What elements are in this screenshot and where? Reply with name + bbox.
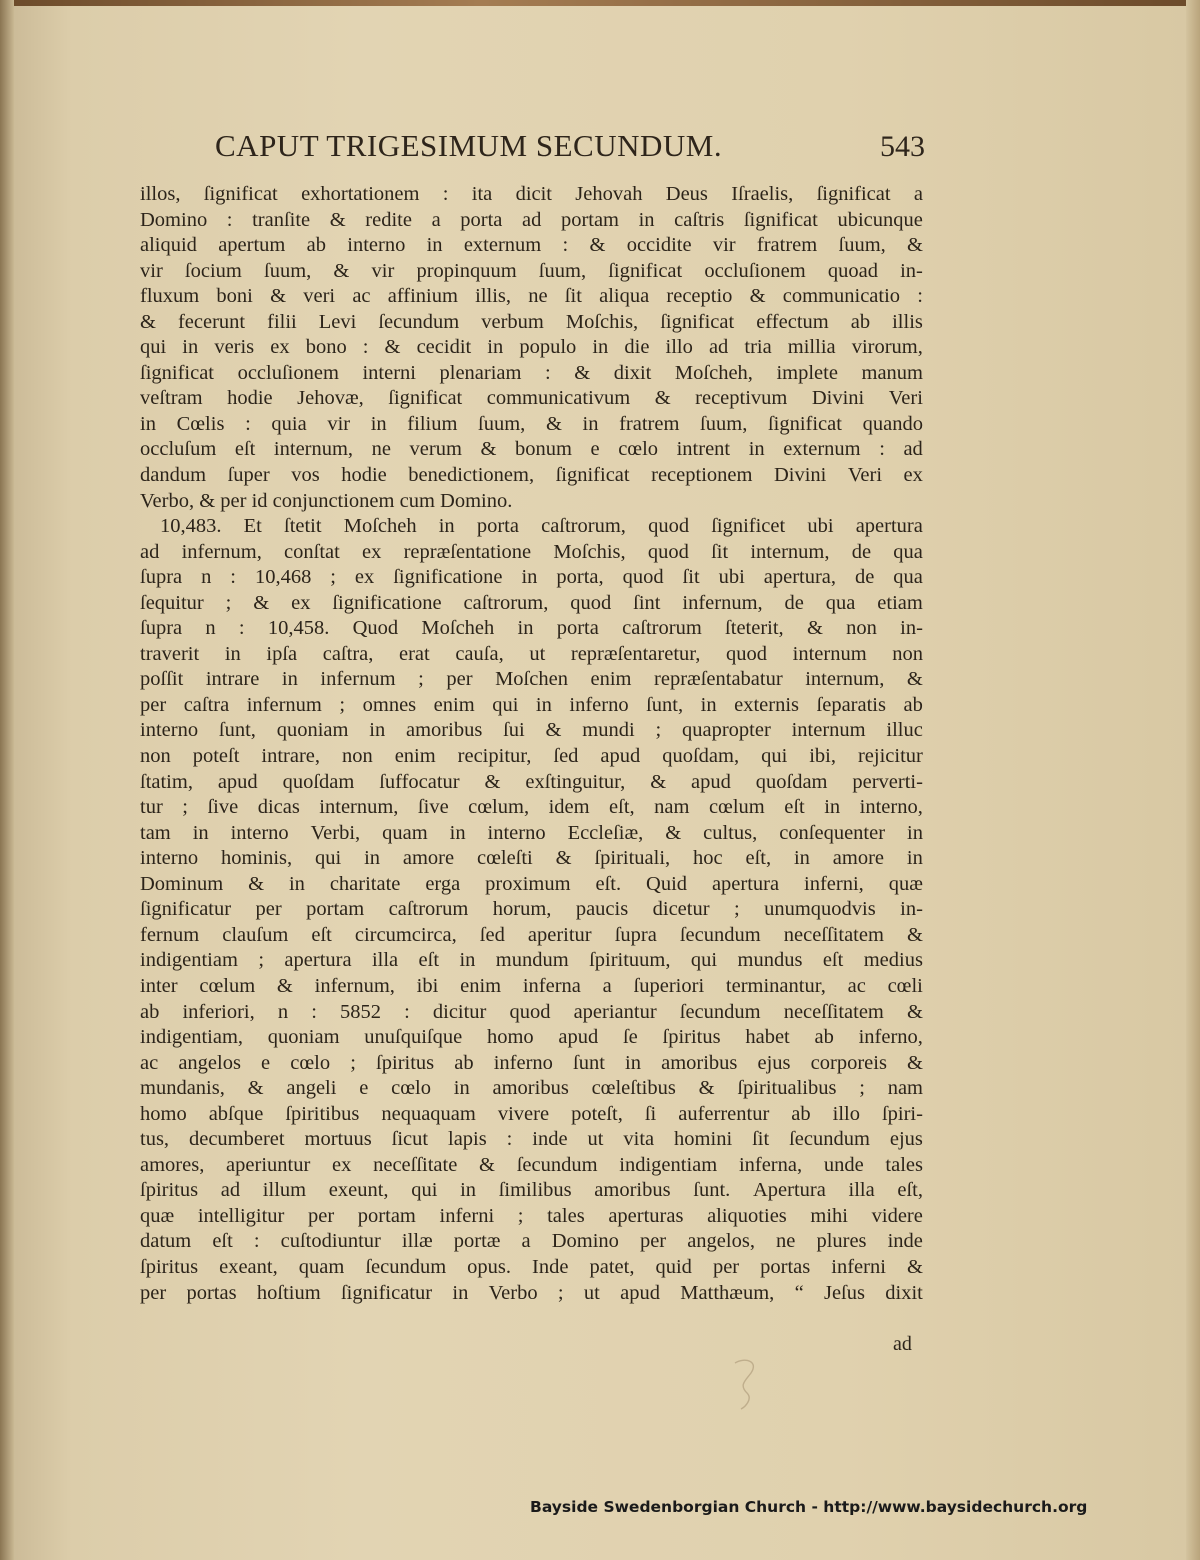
text-line: illos, ſignificat exhortationem : ita dicit Jehovah Deus Iſraelis, ſignificat a: [140, 183, 923, 205]
text-line: indigentiam, quoniam unuſquiſque homo apud ſe ſpiritus habet ab inferno,: [140, 1026, 923, 1049]
text-line: per caſtra infernum ; omnes enim qui in inferno ſunt, in externis ſeparatis ab: [140, 693, 923, 716]
page-header: [215, 128, 925, 172]
text-line: poſſit intrare in infernum ; per Moſchen enim repræſentabatur internum, &: [140, 668, 923, 691]
page-top-edge: [0, 0, 1200, 6]
text-line: interno ſunt, quoniam in amoribus ſui & mundi ; quapropter internum illuc: [140, 719, 923, 742]
page-right-edge: [1186, 0, 1200, 1560]
text-line: ſignificatur per portam caſtrorum horum, paucis dicetur ; unumquodvis in-: [140, 898, 923, 921]
text-line: & fecerunt filii Levi ſecundum verbum Moſchis, ſignificat effectum ab illis: [140, 310, 923, 333]
text-line: interno hominis, qui in amore cœleſti & ſpirituali, hoc eſt, in amore in: [140, 847, 923, 870]
text-line: per portas hoſtium ſignificatur in Verbo ; ut apud Matthæum, “ Jeſus dixit: [140, 1281, 923, 1304]
text-line: mundanis, & angeli e cœlo in amoribus cœleſtibus & ſpiritualibus ; nam: [140, 1077, 923, 1100]
text-line: ac angelos e cœlo ; ſpiritus ab inferno ſunt in amoribus ejus corporeis &: [140, 1051, 923, 1074]
page-left-edge: [0, 0, 14, 1560]
text-line: Verbo, & per id conjunctionem cum Domino.: [140, 489, 513, 512]
text-line: homo abſque ſpiritibus nequaquam vivere poteſt, ſi auferrentur ab illo ſpiri-: [140, 1102, 923, 1125]
text-line: aliquid apertum ab interno in externum : & occidite vir fratrem ſuum, &: [140, 234, 923, 257]
text-line: tus, decumberet mortuus ſicut lapis : inde ut vita homini ſit ſecundum ejus: [140, 1128, 923, 1151]
text-line: Domino : tranſite & redite a porta ad portam in caſtris ſignificat ubicunque: [140, 208, 923, 231]
body-text: [140, 182, 923, 1306]
text-line: vir ſocium ſuum, & vir propinquum ſuum, ſignificat occluſionem quoad in-: [140, 259, 923, 282]
text-line: datum eſt : cuſtodiuntur illæ portæ a Domino per angelos, ne plures inde: [140, 1230, 923, 1253]
text-line: ſtatim, apud quoſdam ſuffocatur & exſtinguitur, & apud quoſdam perverti-: [140, 770, 923, 793]
text-line: veſtram hodie Jehovæ, ſignificat communicativum & receptivum Divini Veri: [140, 387, 923, 410]
text-line: in Cœlis : quia vir in filium ſuum, & in fratrem ſuum, ſignificat quando: [140, 412, 923, 435]
text-line: fluxum boni & veri ac affinium illis, ne ſit aliqua receptio & communicatio :: [140, 285, 923, 308]
text-line: ab inferiori, n : 5852 : dicitur quod aperiantur ſecundum neceſſitatem &: [140, 1000, 923, 1023]
text-line: 10,483. Et ſtetit Moſcheh in porta caſtrorum, quod ſignificet ubi apertura: [160, 515, 923, 538]
text-line: tam in interno Verbi, quam in interno Eccleſiæ, & cultus, conſequenter in: [140, 821, 923, 844]
text-line: inter cœlum & infernum, ibi enim inferna a ſuperiori terminantur, ac cœli: [140, 974, 923, 997]
text-line: ſignificat occluſionem interni plenariam : & dixit Moſcheh, implete manum: [140, 361, 923, 384]
text-line: Dominum & in charitate erga proximum eſt. Quid apertura inferni, quæ: [140, 872, 923, 895]
text-line: ſpiritus ad illum exeunt, qui in ſimilibus amoribus ſunt. Apertura illa eſt,: [140, 1179, 923, 1202]
text-line: traverit in ipſa caſtra, erat cauſa, ut repræſentaretur, quod internum non: [140, 642, 923, 665]
running-title: CAPUT TRIGESIMUM SECUNDUM.: [215, 128, 723, 163]
footer-credit: Bayside Swedenborgian Church - http://www.baysidechurch.org: [530, 1498, 1088, 1516]
text-line: non poteſt intrare, non enim recipitur, ſed apud quoſdam, qui ibi, rejicitur: [140, 745, 923, 768]
pencil-mark-icon: [725, 1355, 785, 1415]
text-line: ſupra n : 10,468 ; ex ſignificatione in porta, quod ſit ubi apertura, de qua: [140, 566, 923, 589]
page-number: 543: [880, 130, 925, 163]
text-line: qui in veris ex bono : & cecidit in populo in die illo ad tria millia virorum,: [140, 336, 923, 359]
text-line: amores, aperiuntur ex neceſſitate & ſecundum indigentiam inferna, unde tales: [140, 1153, 923, 1176]
text-line: ſpiritus exeant, quam ſecundum opus. Inde patet, quid per portas inferni &: [140, 1255, 923, 1278]
text-line: quæ intelligitur per portam inferni ; tales aperturas aliquoties mihi videre: [140, 1204, 923, 1227]
text-line: ſupra n : 10,458. Quod Moſcheh in porta caſtrorum ſteterit, & non in-: [140, 617, 923, 640]
text-line: occluſum eſt internum, ne verum & bonum e cœlo intrent in externum : ad: [140, 438, 923, 461]
text-line: tur ; ſive dicas internum, ſive cœlum, idem eſt, nam cœlum eſt in interno,: [140, 796, 923, 819]
text-line: ſequitur ; & ex ſignificatione caſtrorum, quod ſint infernum, de qua etiam: [140, 591, 923, 614]
text-line: indigentiam ; apertura illa eſt in mundum ſpirituum, qui mundus eſt medius: [140, 949, 923, 972]
catchword: ad: [893, 1333, 912, 1355]
text-line: fernum clauſum eſt circumcirca, ſed aperitur ſupra ſecundum neceſſitatem &: [140, 923, 923, 946]
text-line: dandum ſuper vos hodie benedictionem, ſignificat receptionem Divini Veri ex: [140, 464, 923, 487]
text-line: ad infernum, conſtat ex repræſentatione Moſchis, quod ſit internum, de qua: [140, 540, 923, 563]
